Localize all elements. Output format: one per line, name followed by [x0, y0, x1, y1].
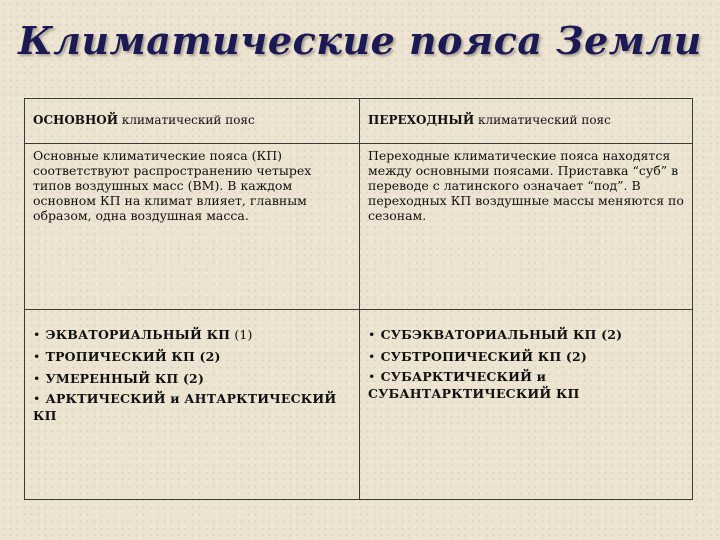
table-description-row [25, 144, 693, 310]
list-item: • АРКТИЧЕСКИЙ и АНТАРКТИЧЕСКИЙ КП [33, 391, 337, 423]
description-main: Основные климатические пояса (КП) соответствуют распространению четырех типов воздушных масс (ВМ). В каждом основном КП на климат влияет, главным образом, одна воздушная масса. [25, 144, 360, 310]
zones-main-cell [25, 310, 360, 500]
list-item: • ТРОПИЧЕСКИЙ КП (2) [33, 349, 221, 364]
bullet-icon: • [33, 327, 41, 342]
table-zones-row [25, 310, 693, 500]
header-transitional-strong: ПЕРЕХОДНЫЙ [368, 113, 475, 127]
list-item: • ЭКВАТОРИАЛЬНЫЙ КП (1) [33, 327, 253, 342]
header-cell-main [25, 99, 360, 144]
bullet-icon: • [33, 391, 41, 406]
climate-belts-table [24, 98, 693, 500]
header-cell-transitional [360, 99, 693, 144]
description-transitional: Переходные климатические пояса находятся между основными поясами. Приставка “суб” в переводе с латинского означает “под”. В переходных КП воздушные массы меняются по сезонам. [360, 144, 693, 310]
transitional-zones-list [368, 324, 684, 402]
page-title: Климатические пояса Земли [18, 18, 702, 63]
bullet-icon: • [33, 371, 41, 386]
zones-transitional-cell [360, 310, 693, 500]
list-item: • СУБАРКТИЧЕСКИЙ и СУБАНТАРКТИЧЕСКИЙ КП [368, 369, 580, 401]
header-main-rest: климатический пояс [118, 113, 255, 127]
bullet-icon: • [33, 349, 41, 364]
bullet-icon: • [368, 349, 376, 364]
table-header-row [25, 99, 693, 144]
main-zones-list [33, 324, 351, 424]
bullet-icon: • [368, 369, 376, 384]
header-main-strong: ОСНОВНОЙ [33, 113, 119, 127]
list-item: • СУБЭКВАТОРИАЛЬНЫЙ КП (2) [368, 327, 623, 342]
list-item: • УМЕРЕННЫЙ КП (2) [33, 371, 205, 386]
header-transitional-rest: климатический пояс [474, 113, 611, 127]
list-item: • СУБТРОПИЧЕСКИЙ КП (2) [368, 349, 588, 364]
bullet-icon: • [368, 327, 376, 342]
